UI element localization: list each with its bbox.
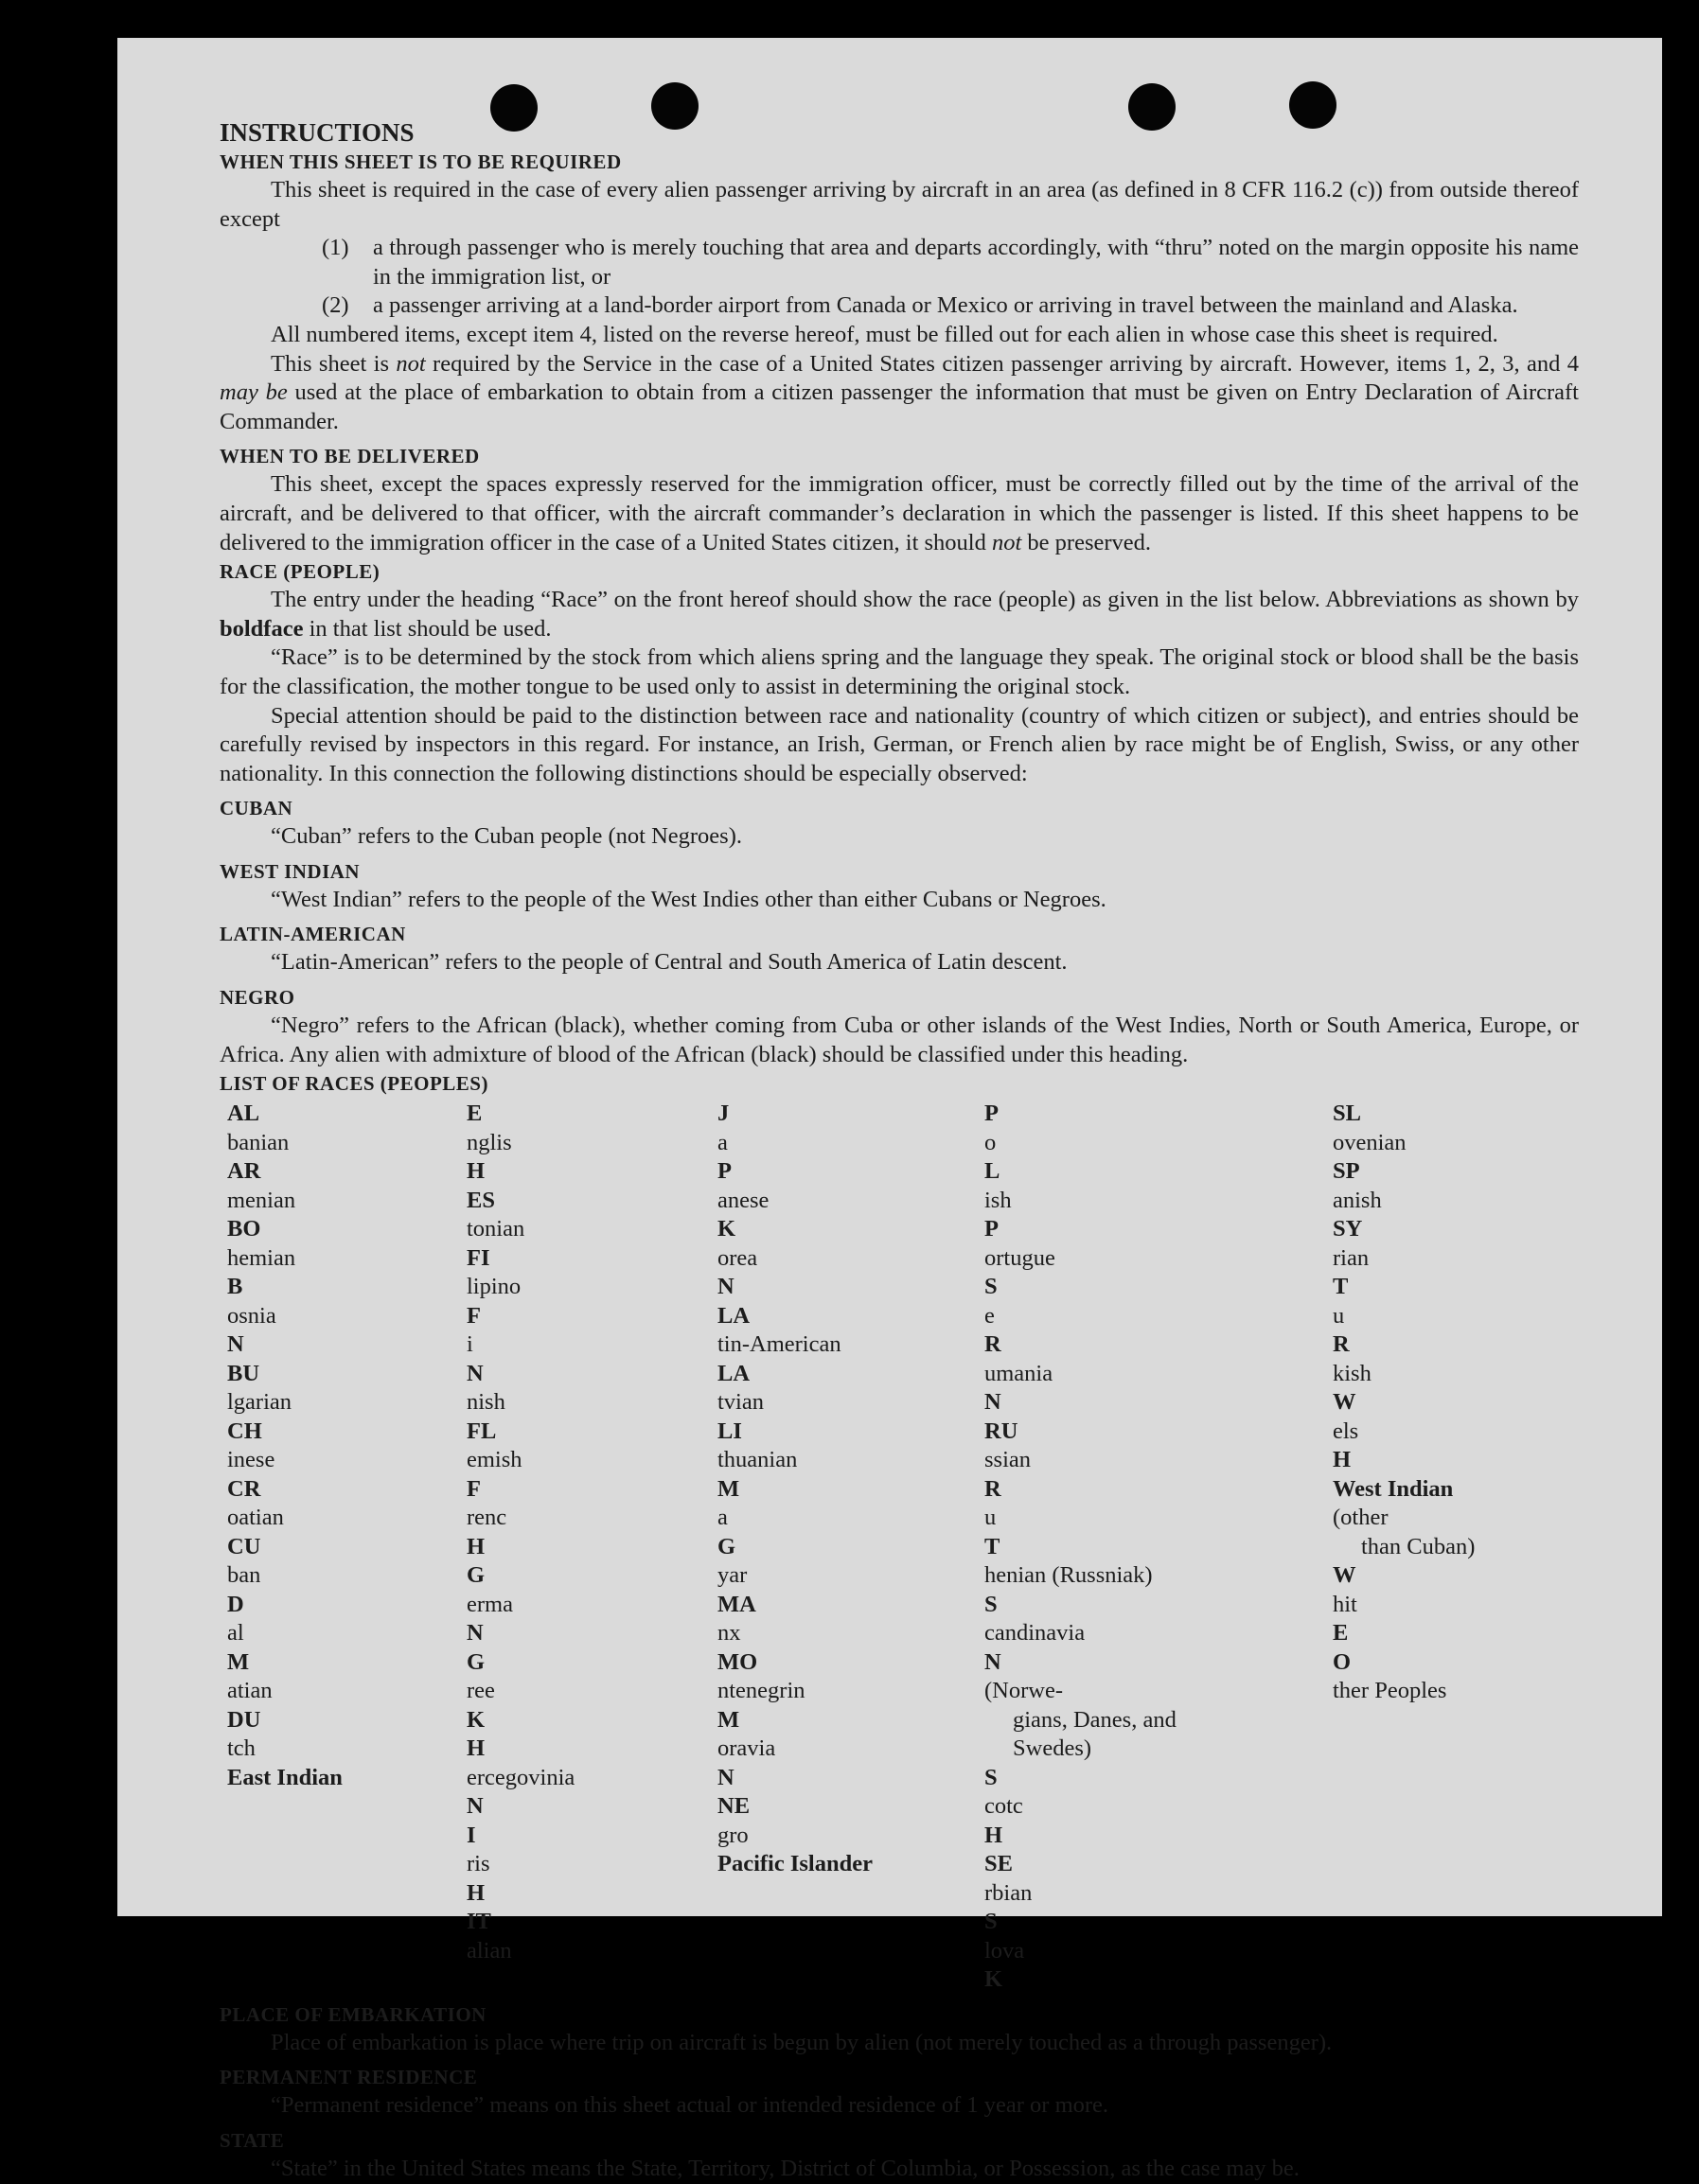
race-abbrev: FI <box>467 1244 490 1271</box>
race-entry <box>717 1100 984 1215</box>
race-abbrev: K <box>984 1966 1003 1993</box>
race-entry <box>717 1850 984 1879</box>
section-heading: NEGRO <box>220 986 295 1010</box>
text-run: This sheet, except the spaces expressly reserved for the immigration officer, must be correctly filled out by the time of the arrival of the aircraft, and be delivered to that officer, with the aircraft commander’s declaration in which the passenger is listed. If this sheet happens to be delivered to the immigration officer in the case of a United States citizen, it should <box>220 471 1579 555</box>
race-text: anese <box>717 1187 770 1213</box>
paragraph: Place of embarkation is place where trip on aircraft is begun by alien (not merely touched as a through passenger). <box>271 2029 1333 2055</box>
section-heading: LIST OF RACES (PEOPLES) <box>220 1072 488 1096</box>
race-text: hit <box>1333 1591 1357 1617</box>
race-abbrev: H <box>984 1822 1003 1848</box>
race-text: alian <box>467 1937 512 1964</box>
page-title: INSTRUCTIONS <box>220 118 415 147</box>
race-entry <box>984 1706 1333 1735</box>
item-text: a through passenger who is merely touching that area and departs accordingly, with “thru” noted on the margin opposite his name in the immigration list, or <box>373 235 1579 290</box>
race-abbrev: D <box>227 1591 244 1617</box>
item-number: (2) <box>322 292 349 319</box>
item-number: (1) <box>322 235 349 261</box>
text-run: in that list should be used. <box>303 615 552 642</box>
race-entry <box>467 1561 717 1648</box>
race-text: Swedes) <box>1013 1735 1092 1762</box>
race-entry <box>227 1157 467 1215</box>
race-entry <box>467 1735 717 1822</box>
race-abbrev: LI <box>717 1418 742 1444</box>
race-abbrev: Pacific Islander <box>717 1851 873 1877</box>
race-abbrev: CH <box>227 1418 262 1444</box>
race-abbrev: H <box>467 1879 486 1906</box>
race-entry <box>1333 1388 1579 1475</box>
race-entry <box>227 1215 467 1273</box>
race-abbrev: East Indian <box>227 1764 343 1790</box>
race-text: henian (Russniak) <box>984 1562 1153 1589</box>
emphasis: may be <box>220 379 288 406</box>
race-column <box>227 1100 467 1995</box>
race-abbrev: L <box>984 1158 1000 1185</box>
section-heading: RACE (PEOPLE) <box>220 560 381 584</box>
race-abbrev: AL <box>227 1101 260 1127</box>
race-entry <box>467 1244 717 1302</box>
race-list-table <box>220 1100 1579 1995</box>
race-abbrev: N <box>467 1360 484 1386</box>
race-entry <box>717 1475 984 1591</box>
paragraph: “West Indian” refers to the people of the West Indies other than either Cubans or Negroes. <box>271 886 1106 912</box>
race-abbrev: SE <box>984 1851 1013 1877</box>
section-heading: WHEN TO BE DELIVERED <box>220 445 480 468</box>
race-entry <box>717 1792 984 1850</box>
text-run: The entry under the heading “Race” on the front hereof should show the race (people) as given in the list below. Abbreviations as shown by <box>271 587 1579 613</box>
race-entry <box>467 1418 717 1475</box>
race-text: ssian <box>984 1447 1031 1473</box>
section-heading: WHEN THIS SHEET IS TO BE REQUIRED <box>220 150 622 173</box>
race-entry <box>717 1648 984 1706</box>
race-text: atian <box>227 1678 273 1704</box>
race-text: tvian <box>717 1389 764 1416</box>
race-text: nish <box>467 1389 505 1416</box>
race-abbrev: BO <box>227 1216 261 1242</box>
race-text: rbian <box>984 1879 1033 1906</box>
race-entry <box>227 1764 467 1793</box>
race-text: hemian <box>227 1244 296 1271</box>
race-entry <box>1333 1157 1579 1215</box>
race-entry <box>227 1273 467 1360</box>
race-text: ntenegrin <box>717 1678 805 1704</box>
text-run: required by the Service in the case of a United States citizen passenger arriving by aircraft. However, items 1, 2, 3, and 4 <box>425 350 1580 377</box>
race-abbrev: R <box>1333 1331 1350 1358</box>
race-text: ther Peoples <box>1333 1678 1447 1704</box>
instructions-body <box>220 117 1579 2184</box>
race-abbrev: F <box>467 1475 481 1502</box>
race-text: banian <box>227 1129 290 1155</box>
race-entry <box>1333 1273 1579 1388</box>
race-abbrev: N <box>717 1274 734 1300</box>
race-text: emish <box>467 1447 522 1473</box>
race-text: gro <box>717 1822 749 1848</box>
race-text: nglis <box>467 1129 512 1155</box>
emphasis: not <box>396 350 426 377</box>
race-entry <box>227 1100 467 1157</box>
race-abbrev: West Indian <box>1333 1475 1454 1502</box>
race-abbrev: O <box>1333 1648 1352 1675</box>
list-item <box>220 234 1579 291</box>
list-item <box>220 291 1579 321</box>
race-text: ree <box>467 1678 495 1704</box>
bold-text: boldface <box>220 615 304 642</box>
race-text: i <box>467 1331 473 1358</box>
race-entry <box>717 1706 984 1793</box>
race-abbrev: LA <box>717 1302 751 1329</box>
race-text: tin-American <box>717 1331 841 1358</box>
race-entry <box>1333 1533 1579 1562</box>
race-entry <box>467 1648 717 1735</box>
race-abbrev: M <box>227 1648 250 1675</box>
race-entry <box>1333 1648 1579 1706</box>
race-abbrev: N <box>717 1764 734 1790</box>
race-abbrev: F <box>467 1302 481 1329</box>
race-abbrev: FL <box>467 1418 497 1444</box>
race-abbrev: P <box>717 1158 732 1185</box>
race-entry <box>227 1533 467 1591</box>
section-heading: STATE <box>220 2128 285 2152</box>
race-abbrev: MO <box>717 1648 758 1675</box>
race-abbrev: M <box>717 1706 740 1733</box>
race-entry <box>1333 1100 1579 1157</box>
race-column <box>467 1100 717 1995</box>
race-abbrev: B <box>227 1274 243 1300</box>
section-heading: PERMANENT RESIDENCE <box>220 2066 478 2089</box>
paragraph: “Cuban” refers to the Cuban people (not Negroes). <box>271 823 742 850</box>
race-abbrev: R <box>984 1331 1001 1358</box>
race-abbrev: S <box>984 1909 998 1935</box>
race-text: nx <box>717 1620 741 1647</box>
race-abbrev: DU <box>227 1706 261 1733</box>
race-text: cotc <box>984 1793 1023 1820</box>
text-run: This sheet is <box>271 350 397 377</box>
race-text: ban <box>227 1562 261 1589</box>
race-abbrev: T <box>984 1533 1000 1559</box>
race-abbrev: T <box>1333 1274 1349 1300</box>
race-entry <box>467 1908 717 1965</box>
race-abbrev: G <box>467 1562 486 1589</box>
race-abbrev: G <box>467 1648 486 1675</box>
race-text: lipino <box>467 1274 522 1300</box>
race-entry <box>227 1418 467 1475</box>
race-abbrev: SY <box>1333 1216 1363 1242</box>
race-text: orea <box>717 1244 758 1271</box>
race-abbrev: H <box>1333 1447 1352 1473</box>
race-abbrev: H <box>467 1158 486 1185</box>
race-entry <box>984 1908 1333 1995</box>
race-abbrev: H <box>467 1533 486 1559</box>
race-abbrev: SL <box>1333 1101 1361 1127</box>
race-text: ris <box>467 1851 490 1877</box>
paragraph: “Race” is to be determined by the stock from which aliens spring and the language they speak. The original stock or blood shall be the basis for the classification, the mother tongue to be used only to assist in determining the original stock. <box>220 644 1579 699</box>
race-text: o <box>984 1129 997 1155</box>
section-heading: CUBAN <box>220 797 293 820</box>
race-entry <box>984 1330 1333 1418</box>
race-text: thuanian <box>717 1447 798 1473</box>
race-entry <box>984 1100 1333 1215</box>
race-abbrev: S <box>984 1591 998 1617</box>
race-entry <box>467 1475 717 1562</box>
race-text: lgarian <box>227 1389 292 1416</box>
race-text: renc <box>467 1505 507 1531</box>
race-text: osnia <box>227 1302 276 1329</box>
race-abbrev: S <box>984 1764 998 1790</box>
race-entry <box>717 1591 984 1648</box>
race-column <box>717 1100 984 1995</box>
race-entry <box>984 1764 1333 1851</box>
race-abbrev: S <box>984 1274 998 1300</box>
race-text: oravia <box>717 1735 776 1762</box>
race-abbrev: SP <box>1333 1158 1360 1185</box>
race-entry <box>467 1302 717 1418</box>
section-heading: WEST INDIAN <box>220 859 361 883</box>
race-entry <box>1333 1475 1579 1533</box>
race-entry <box>984 1850 1333 1908</box>
emphasis: not <box>991 529 1022 555</box>
race-entry <box>467 1822 717 1909</box>
race-text: rian <box>1333 1244 1370 1271</box>
race-text: ercegovinia <box>467 1764 575 1790</box>
race-abbrev: MA <box>717 1591 756 1617</box>
race-abbrev: R <box>984 1475 1001 1502</box>
race-abbrev: N <box>984 1389 1001 1416</box>
race-abbrev: N <box>467 1793 484 1820</box>
race-abbrev: I <box>467 1822 476 1848</box>
race-text: inese <box>227 1447 275 1473</box>
race-text: ish <box>984 1187 1012 1213</box>
race-abbrev: P <box>984 1216 999 1242</box>
race-abbrev: LA <box>717 1360 751 1386</box>
paragraph: Special attention should be paid to the distinction between race and nationality (country of which citizen or subject), and entries should be carefully revised by inspectors in this regard. For instance, an Irish, German, or French alien by race might be of English, Swiss, or any other nationality. In this connection the following distinctions should be especially observed: <box>220 702 1579 786</box>
race-entry <box>467 1187 717 1244</box>
race-text: candinavia <box>984 1620 1086 1647</box>
race-text: kish <box>1333 1360 1372 1386</box>
race-abbrev: H <box>467 1735 486 1762</box>
race-text: els <box>1333 1418 1359 1444</box>
race-text: al <box>227 1620 244 1647</box>
race-abbrev: K <box>717 1216 736 1242</box>
race-text: tonian <box>467 1216 525 1242</box>
text-run: used at the place of embarkation to obtain from a citizen passenger the information that must be given on Entry Declaration of Aircraft Commander. <box>220 379 1579 434</box>
race-abbrev: G <box>717 1533 736 1559</box>
race-text: than Cuban) <box>1361 1533 1476 1559</box>
race-entry <box>227 1475 467 1533</box>
paragraph: “Negro” refers to the African (black), whether coming from Cuba or other islands of the West Indies, North or South America, Europe, or Africa. Any alien with admixture of blood of the African (black) should be classified under this heading. <box>220 1013 1579 1067</box>
race-text: umania <box>984 1360 1053 1386</box>
race-text: yar <box>717 1562 748 1589</box>
race-entry <box>467 1100 717 1187</box>
race-abbrev: RU <box>984 1418 1018 1444</box>
race-text: anish <box>1333 1187 1382 1213</box>
race-text: e <box>984 1302 995 1329</box>
race-abbrev: N <box>467 1620 484 1647</box>
paragraph: All numbered items, except item 4, listed on the reverse hereof, must be filled out for each alien in whose case this sheet is required. <box>271 321 1498 347</box>
paragraph: “State” in the United States means the State, Territory, District of Columbia, or Possession, as the case may be. <box>271 2155 1300 2181</box>
race-abbrev: E <box>467 1101 483 1127</box>
paragraph <box>220 470 1579 557</box>
race-entry <box>1333 1215 1579 1273</box>
race-column <box>984 1100 1333 1995</box>
paragraph: “Latin-American” refers to the people of Central and South America of Latin descent. <box>271 949 1068 976</box>
text-run: be preserved. <box>1021 529 1152 555</box>
race-text: u <box>1333 1302 1345 1329</box>
race-text: (other <box>1333 1505 1389 1531</box>
item-text: a passenger arriving at a land-border airport from Canada or Mexico or arriving in travel between the mainland and Alaska. <box>373 292 1518 319</box>
race-entry <box>717 1302 984 1360</box>
race-abbrev: M <box>717 1475 740 1502</box>
race-abbrev: W <box>1333 1562 1356 1589</box>
race-entry <box>717 1215 984 1302</box>
race-text: gians, Danes, and <box>1013 1706 1177 1733</box>
race-entry <box>984 1591 1333 1706</box>
race-entry <box>984 1418 1333 1475</box>
race-text: a <box>717 1129 728 1155</box>
section-heading: PLACE OF EMBARKATION <box>220 2002 487 2026</box>
race-entry <box>1333 1561 1579 1648</box>
race-abbrev: NE <box>717 1793 751 1820</box>
race-abbrev: P <box>984 1101 999 1127</box>
race-text: oatian <box>227 1505 284 1531</box>
race-abbrev: AR <box>227 1158 261 1185</box>
race-text: tch <box>227 1735 256 1762</box>
race-abbrev: W <box>1333 1389 1356 1416</box>
race-text: ortugue <box>984 1244 1055 1271</box>
race-text: ovenian <box>1333 1129 1407 1155</box>
race-abbrev: ES <box>467 1187 495 1213</box>
paragraph: This sheet is required in the case of every alien passenger arriving by aircraft in an area (as defined in 8 CFR 116.2 (c)) from outside thereof except <box>220 177 1579 232</box>
race-text: u <box>984 1505 997 1531</box>
race-text: erma <box>467 1591 513 1617</box>
race-text: lova <box>984 1937 1025 1964</box>
race-entry <box>984 1475 1333 1591</box>
race-entry <box>717 1360 984 1418</box>
race-entry <box>984 1215 1333 1330</box>
race-abbrev: IT <box>467 1909 491 1935</box>
race-entry <box>227 1360 467 1418</box>
race-entry <box>227 1706 467 1764</box>
paragraph <box>220 586 1579 643</box>
race-entry <box>717 1418 984 1475</box>
race-abbrev: N <box>984 1648 1001 1675</box>
race-abbrev: E <box>1333 1620 1349 1647</box>
section-heading: LATIN-AMERICAN <box>220 923 406 946</box>
race-abbrev: CR <box>227 1475 261 1502</box>
race-abbrev: J <box>717 1101 730 1127</box>
race-abbrev: CU <box>227 1533 261 1559</box>
race-text: (Norwe- <box>984 1678 1063 1704</box>
paragraph: “Permanent residence” means on this sheet actual or intended residence of 1 year or more. <box>271 2092 1109 2119</box>
race-entry <box>227 1591 467 1706</box>
race-abbrev: N <box>227 1331 244 1358</box>
paragraph <box>220 350 1579 437</box>
document-page <box>117 38 1662 2181</box>
race-abbrev: K <box>467 1706 486 1733</box>
race-column <box>1333 1100 1579 1995</box>
race-text: a <box>717 1505 728 1531</box>
race-entry <box>984 1735 1333 1764</box>
race-abbrev: BU <box>227 1360 260 1386</box>
race-text: menian <box>227 1187 296 1213</box>
